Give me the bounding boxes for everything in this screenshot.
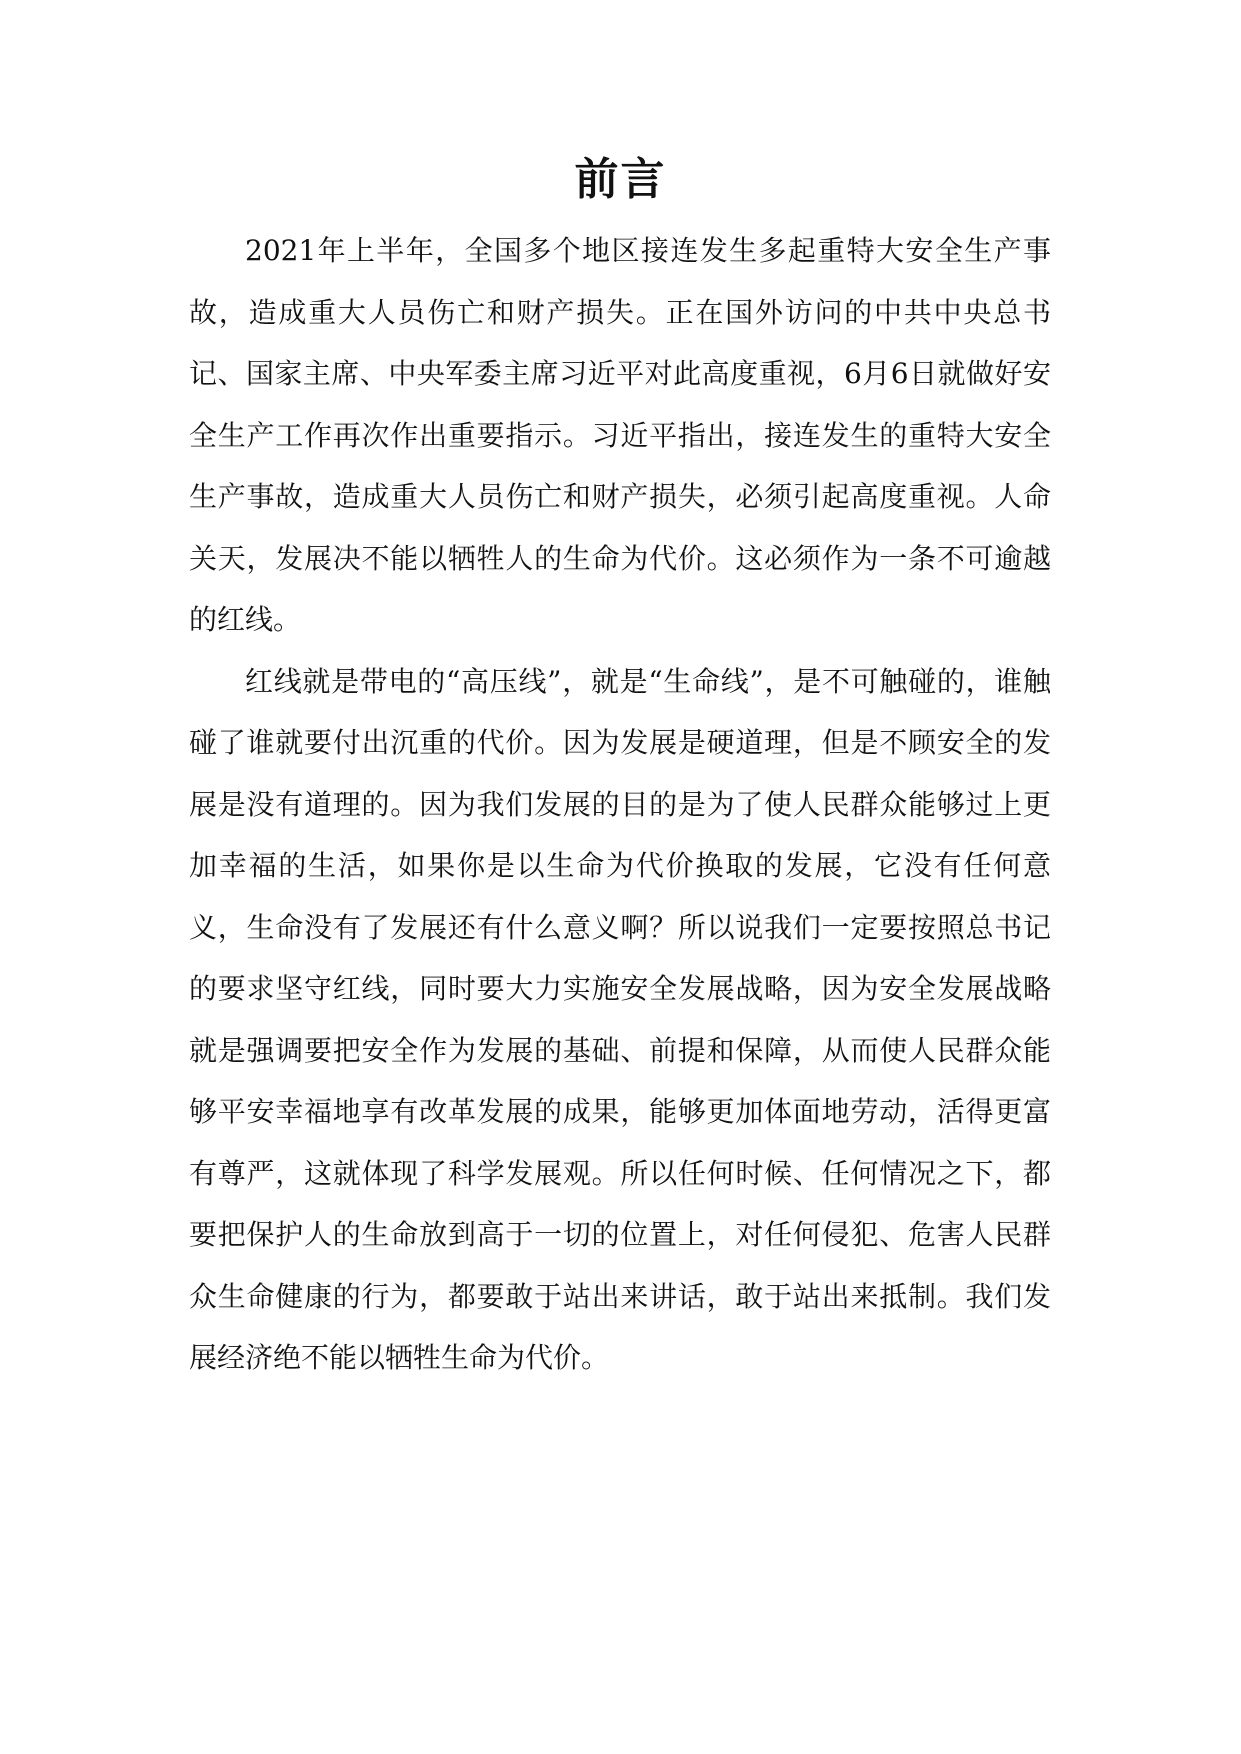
document-body <box>189 220 1051 1389</box>
paragraph-2: 红线就是带电的“高压线”，就是“生命线”，是不可触碰的，谁触碰了谁就要付出沉重的代价。因为发展是硬道理，但是不顾安全的发展是没有道理的。因为我们发展的目的是为了使人民群众能够过上更加幸福的生活，如果你是以生命为代价换取的发展，它没有任何意义，生命没有了发展还有什么意义啊？所以说我们一定要按照总书记的要求坚守红线，同时要大力实施安全发展战略，因为安全发展战略就是强调要把安全作为发展的基础、前提和保障，从而使人民群众能够平安幸福地享有改革发展的成果，能够更加体面地劳动，活得更富有尊严，这就体现了科学发展观。所以任何时候、任何情况之下，都要把保护人的生命放到高于一切的位置上，对任何侵犯、危害人民群众生命健康的行为，都要敢于站出来讲话，敢于站出来抵制。我们发展经济绝不能以牺牲生命为代价。 <box>189 664 1051 1374</box>
page-title: 前言 <box>574 154 667 205</box>
paragraph-1: 2021年上半年，全国多个地区接连发生多起重特大安全生产事故，造成重大人员伤亡和财产损失。正在国外访问的中共中央总书记、国家主席、中央军委主席习近平对此高度重视，6月6日就做好安全生产工作再次作出重要指示。习近平指出，接连发生的重特大安全生产事故，造成重大人员伤亡和财产损失，必须引起高度重视。人命关天，发展决不能以牺牲人的生命为代价。这必须作为一条不可逾越的红线。 <box>189 234 1051 636</box>
